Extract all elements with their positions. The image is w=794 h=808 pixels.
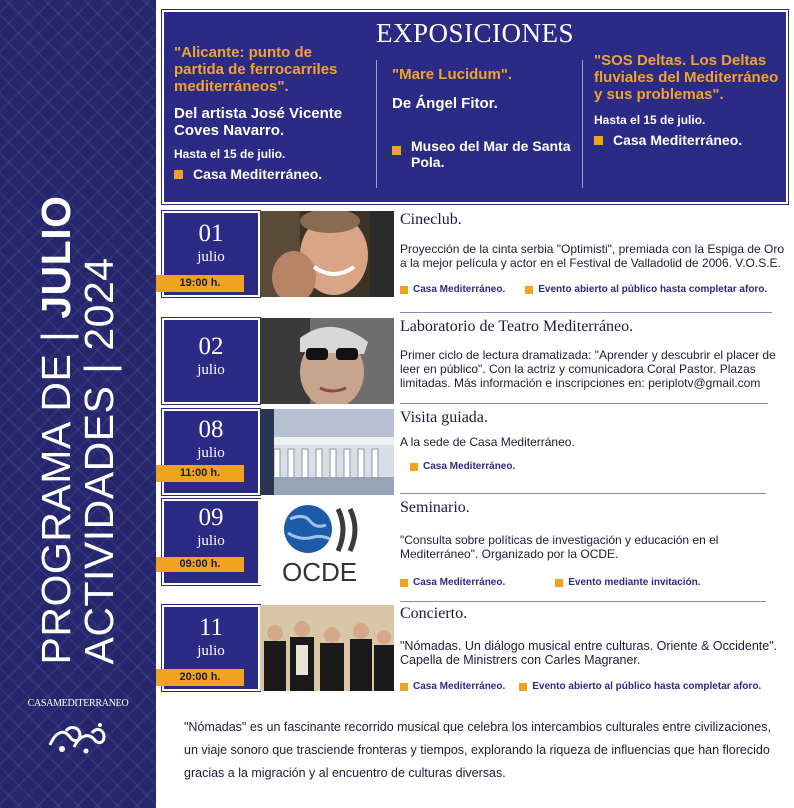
exposiciones-title: EXPOSICIONES	[375, 18, 575, 48]
event-place-tag	[410, 461, 515, 472]
event-day: 09	[198, 504, 224, 531]
event-description: "Nómadas. Un diálogo musical entre culturas. Oriente & Occidente". Capella de Ministrers con Carles Magraner.	[400, 639, 778, 667]
program-title-line2: ACTIVIDADES | 2024	[76, 257, 122, 665]
bullet-square-icon	[555, 579, 563, 587]
event-body	[400, 211, 792, 295]
exhibition-3	[594, 52, 784, 148]
program-title	[33, 195, 122, 665]
ocde-logo-text: OCDE	[282, 557, 358, 585]
event-body	[400, 318, 792, 390]
event-month: julio	[197, 533, 225, 549]
event-title: Seminario.	[400, 499, 470, 516]
event-place-tag	[400, 284, 505, 295]
event-place-tag	[400, 577, 505, 588]
event-place: Casa Mediterráneo.	[423, 461, 516, 472]
event-tags	[400, 577, 792, 588]
ocde-logo-icon	[260, 499, 394, 585]
event-photo	[260, 499, 394, 585]
event-title: Laboratorio de Teatro Mediterráneo.	[400, 318, 634, 335]
event-tags	[400, 461, 792, 472]
event-month: julio	[197, 362, 225, 378]
exhibition-author: De Ángel Fitor.	[392, 95, 498, 112]
event-day: 08	[198, 416, 224, 443]
event-date	[162, 318, 260, 404]
exhibition-1	[174, 44, 364, 182]
event-place: Casa Mediterráneo.	[413, 577, 506, 588]
casa-mediterraneo-logo	[20, 698, 136, 755]
event-date	[162, 409, 260, 495]
event-note-tag	[555, 577, 700, 588]
event-photo	[260, 409, 394, 495]
event-note: Evento abierto al público hasta completar aforo.	[532, 681, 762, 692]
event-note-tag	[519, 681, 761, 692]
exhibition-title: "Mare Lucidum".	[392, 66, 513, 83]
event-note: Evento mediante invitación.	[568, 577, 701, 588]
event-month: julio	[197, 249, 225, 265]
footer-description: "Nómadas" es un fascinante recorrido musical que celebra los intercambios culturales entre civilizaciones, un viaje sonoro que trasciende fronteras y tiempos, explorando la riqueza de influencias que han florecido gracias a la migración y al encuentro de culturas diversas.	[184, 720, 771, 780]
event-photo	[260, 318, 394, 404]
exhibition-until: Hasta el 15 de julio.	[174, 147, 286, 161]
bullet-square-icon	[400, 683, 408, 691]
bullet-square-icon	[400, 286, 408, 294]
event-date	[162, 499, 260, 585]
event-day: 11	[198, 614, 224, 641]
exhibition-place-label: Casa Mediterráneo.	[193, 166, 323, 182]
wave-ornament-icon	[46, 715, 110, 755]
event-note: Evento abierto al público hasta completar aforo.	[538, 284, 768, 295]
bullet-square-icon	[410, 463, 418, 471]
event-time: 09:00 h.	[156, 557, 244, 572]
divider	[582, 60, 583, 188]
event-title: Cineclub.	[400, 211, 462, 228]
event-photo	[260, 211, 394, 297]
divider	[400, 312, 772, 313]
divider	[400, 493, 766, 494]
exhibition-title: "SOS Deltas. Los Deltas fluviales del Mediterráneo y sus problemas".	[594, 52, 779, 103]
event-body	[400, 605, 792, 692]
bullet-square-icon	[392, 146, 401, 155]
exposiciones-panel	[162, 10, 788, 204]
exhibition-place-label: Casa Mediterráneo.	[613, 132, 743, 148]
event-place: Casa Mediterráneo.	[413, 284, 506, 295]
program-title-month: JULIO	[33, 195, 79, 319]
exhibition-2	[392, 66, 572, 170]
exhibition-until: Hasta el 15 de julio.	[594, 113, 706, 127]
event-time: 11:00 h.	[156, 465, 244, 482]
exhibition-place	[594, 132, 784, 148]
event-description: A la sede de Casa Mediterráneo.	[400, 435, 575, 449]
bullet-square-icon	[594, 136, 603, 145]
exhibition-title: "Alicante: punto de partida de ferrocarriles mediterráneos".	[174, 44, 338, 95]
bullet-square-icon	[174, 170, 183, 179]
event-time: 20:00 h.	[156, 669, 244, 686]
sidebar-band	[0, 0, 156, 808]
exhibition-place	[392, 138, 572, 170]
exhibition-place	[174, 166, 364, 182]
event-tags	[400, 681, 792, 692]
event-time: 19:00 h.	[156, 275, 244, 292]
divider	[376, 60, 377, 188]
event-day: 01	[198, 220, 224, 247]
logo-text: CASAMEDITERRANEO	[27, 698, 129, 709]
event-day: 02	[198, 333, 224, 360]
event-note-tag	[525, 284, 767, 295]
event-tags	[400, 284, 792, 295]
event-title: Concierto.	[400, 605, 468, 622]
event-month: julio	[197, 445, 225, 461]
divider	[400, 403, 768, 404]
event-description: Proyección de la cinta serbia "Optimisti", premiada con la Espiga de Oro a la mejor película y actor en el Festival de Valladolid de 2006. V.O.S.E.	[400, 242, 785, 270]
exhibition-place-label: Museo del Mar de Santa Pola.	[411, 138, 571, 170]
event-body	[400, 499, 792, 588]
divider	[400, 601, 766, 602]
event-description: "Consulta sobre políticas de investigación y educación en el Mediterráneo". Organizado por la OCDE.	[400, 533, 719, 561]
event-photo	[260, 605, 394, 691]
bullet-square-icon	[525, 286, 533, 294]
event-description: Primer ciclo de lectura dramatizada: "Aprender y descubrir el placer de leer en público". Con la actriz y comunicadora Coral Pastor. Plazas limitadas. Más información e inscripciones en: periplotv@gmail.com	[400, 348, 776, 390]
event-body	[400, 409, 792, 472]
program-title-line1: PROGRAMA DE |	[33, 318, 79, 665]
event-title: Visita guiada.	[400, 409, 488, 426]
event-month: julio	[197, 643, 225, 659]
event-place: Casa Mediterráneo.	[413, 681, 506, 692]
bullet-square-icon	[519, 683, 527, 691]
exhibition-author: Del artista José Vicente Coves Navarro.	[174, 105, 343, 139]
event-place-tag	[400, 681, 505, 692]
bullet-square-icon	[400, 579, 408, 587]
